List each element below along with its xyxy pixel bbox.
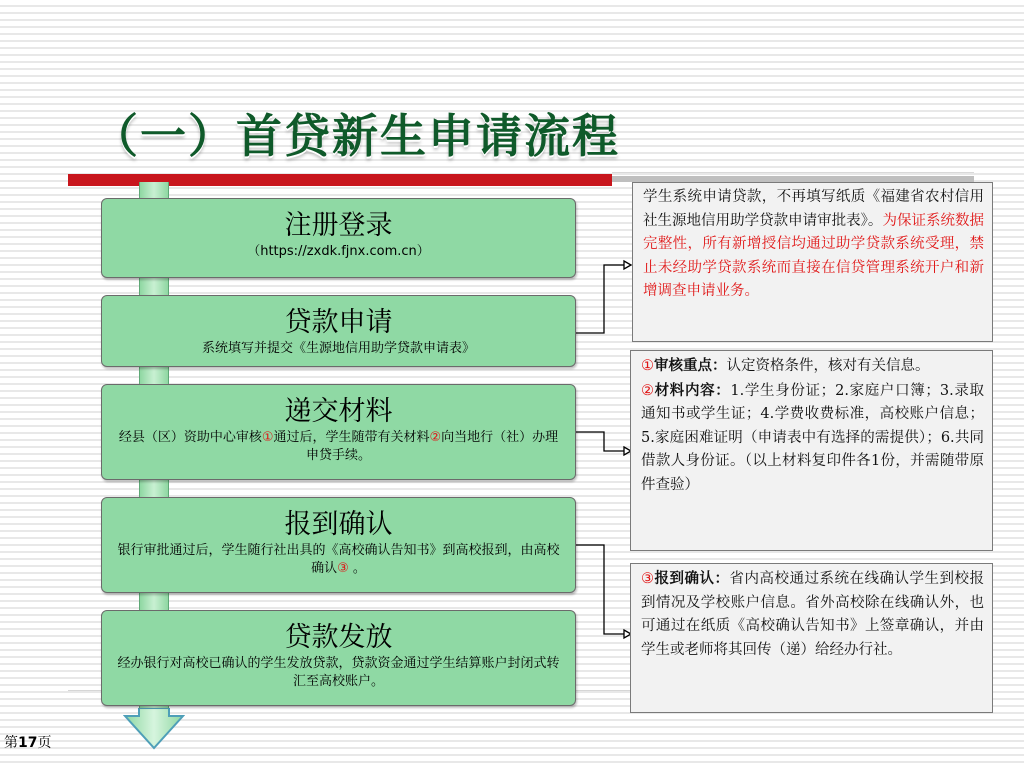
- ref-mark-1: ①: [261, 430, 274, 445]
- note-label: 报到确认：: [654, 570, 730, 587]
- step-description: 系统填写并提交《生源地信用助学贷款申请表》: [201, 341, 475, 356]
- page-number: [4, 732, 51, 752]
- note-item-review: [641, 354, 984, 379]
- note-warning-text: 为保证系统数据完整性，所有新增授信均通过助学贷款系统受理，禁止未经助学贷款系统而直接在信贷管理系统开户和新增调查申请业务。: [643, 212, 985, 299]
- ref-mark-2: ②: [429, 430, 442, 445]
- desc-part: 银行审批通过后，学生随行社出具的《高校确认告知书》到高校报到，由高校确认: [117, 543, 560, 576]
- note-application-policy: [632, 182, 993, 342]
- step-heading: 注册登录: [284, 210, 393, 241]
- note-text: 1.学生身份证；2.家庭户口簿；3.录取通知书或学生证；4.学费收费标准，高校账户信息；5.家庭困难证明（申请表中有选择的需提供）；6.共同借款人身份证。（以上材料复印件各1份，并需随带原件查验）: [641, 382, 984, 493]
- note-review-materials: [630, 350, 993, 551]
- note-text: 省内高校通过系统在线确认学生到校报到情况及学校账户信息。省外高校除在线确认外，也可通过在纸质《高校确认告知书》上签章确认，并由学生或老师将其回传（递）给经办行社。: [641, 571, 984, 658]
- note-report-confirm: [630, 563, 993, 713]
- page-title: （一）首贷新生申请流程: [92, 109, 620, 163]
- note-text: 学生系统申请贷款，不再填写纸质《福建省农村信用社生源地信用助学贷款申请审批表》。: [643, 189, 984, 229]
- step-description: （https://zxdk.fjnx.com.cn）: [247, 244, 430, 259]
- step-description: 经办银行对高校已确认的学生发放贷款，贷款资金通过学生结算账户封闭式转汇至高校账户。: [117, 656, 560, 689]
- ref-mark-1: ①: [641, 358, 654, 374]
- step-heading: 递交材料: [284, 396, 393, 427]
- note-text: 认定资格条件，核对有关信息。: [726, 358, 930, 374]
- page-suffix: 页: [37, 735, 52, 751]
- page-prefix: 第: [4, 735, 18, 751]
- step-heading: 贷款申请: [284, 307, 393, 338]
- desc-part: 通过后，学生随带有关材料: [273, 430, 430, 445]
- page-number-value: 17: [18, 735, 38, 751]
- ref-mark-3: ③: [337, 561, 349, 576]
- ref-mark-2: ②: [641, 382, 655, 399]
- desc-part: 经县（区）资助中心审核: [118, 430, 262, 445]
- note-label: 材料内容：: [654, 381, 731, 399]
- desc-part: 。: [348, 561, 366, 576]
- note-item-materials: [641, 379, 984, 498]
- ref-mark-3: ③: [641, 571, 655, 587]
- desc-part: 向当地行（社）办理申贷手续。: [305, 430, 559, 463]
- step-heading: 报到确认: [284, 509, 393, 540]
- step-heading: 贷款发放: [284, 622, 393, 653]
- note-label: 审核重点：: [654, 357, 727, 374]
